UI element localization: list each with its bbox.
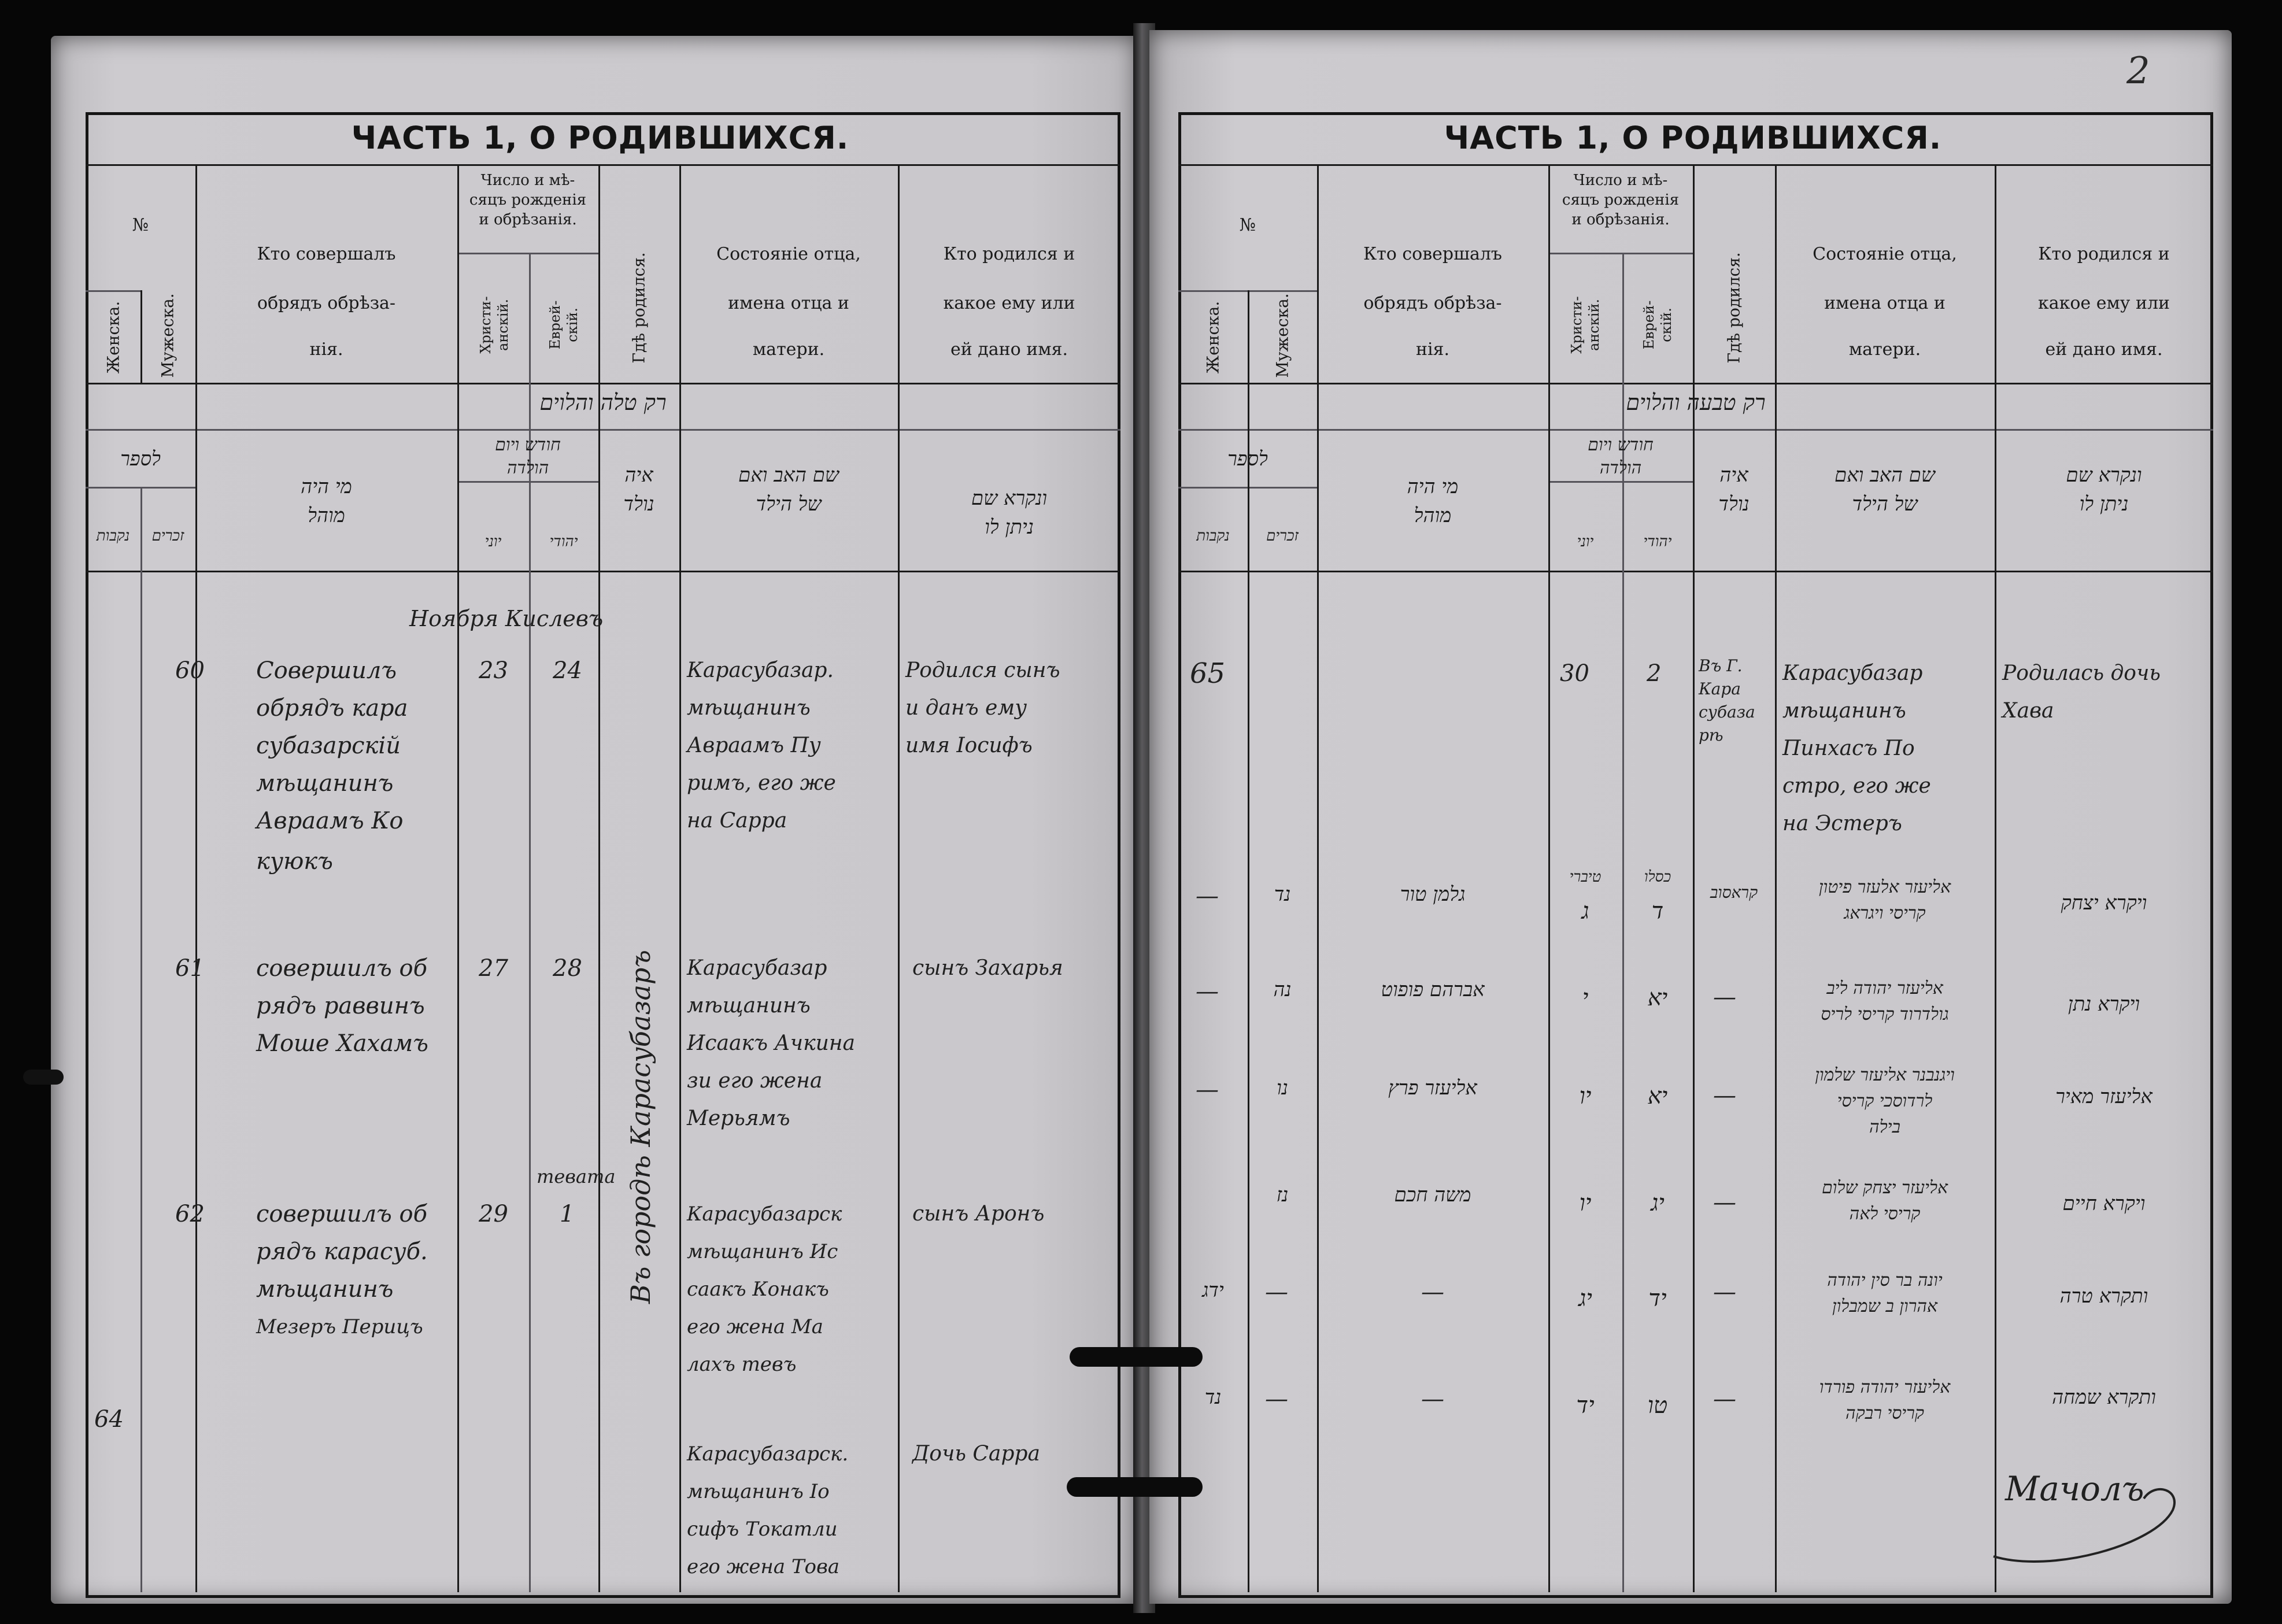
left-entry-60-performer-6: куюкъ: [256, 848, 333, 875]
right-entry-3-father-1: אליעזר יהודה ליב: [1826, 978, 1943, 998]
right-header-performer-1: Кто совершалъ: [1363, 244, 1503, 264]
left-heb-place-1: איה: [624, 464, 653, 487]
right-entry-65-child-2: Хава: [2002, 699, 2054, 723]
right-col-rule-5: [1693, 164, 1695, 1592]
left-entry-62-jewish-day: 1: [560, 1201, 575, 1227]
left-header-child-3: ей дано имя.: [950, 339, 1068, 360]
left-entry-64-father-2: мѣщанинъ Іо: [687, 1480, 830, 1503]
left-entry-61-father-3: Исаакъ Ачкина: [687, 1031, 855, 1055]
right-col-rule-7: [1995, 164, 1996, 1592]
left-header-father-3: матери.: [752, 339, 825, 360]
right-entry-3-child: ויקרא נתן: [2068, 993, 2140, 1016]
left-entry-60-child-3: имя Іосифъ: [905, 734, 1033, 757]
right-entry-5-place: —: [1713, 1189, 1736, 1216]
right-hebrew-banner-rule: [1178, 429, 2213, 431]
left-header-child-2: какое ему или: [943, 293, 1075, 313]
right-entry-5-father-1: אליעזר יצחק שלום: [1821, 1178, 1948, 1198]
left-header-child-1: Кто родился и: [943, 244, 1075, 264]
right-entry-4-father-1: ויגנבנר אליעזר שלמון: [1815, 1065, 1955, 1085]
right-entry-4-father-2: לרדוסכי קריסי: [1837, 1091, 1933, 1111]
right-entry-7-father-2: קריסי רבקה: [1845, 1403, 1924, 1423]
right-entry-2-performer: גלמן טור: [1400, 883, 1466, 906]
left-heb-date-2: הולדה: [506, 458, 549, 478]
left-title-rule: [86, 164, 1120, 166]
left-header-christian: Христи- анскій.: [478, 296, 511, 354]
left-entry-60-father-5: на Сарра: [687, 809, 787, 833]
left-heb-child-1: ונקרא שם: [971, 487, 1048, 510]
left-entry-60-performer-4: мѣщанинъ: [256, 770, 394, 797]
left-col-rule-1: [140, 290, 142, 383]
right-page: [1149, 30, 2232, 1604]
left-entry-60-child-1: Родился сынъ: [905, 659, 1060, 682]
right-header-bottom-rule: [1178, 383, 2213, 384]
left-hebrew-banner: רק טלה והלוים: [539, 390, 667, 415]
left-page-title: ЧАСТЬ 1, О РОДИВШИХСЯ.: [351, 120, 849, 156]
left-header-jewish: Еврей- скій.: [547, 300, 580, 350]
left-col-rule-6: [679, 164, 681, 1592]
left-header-male: Мужеска.: [158, 293, 177, 378]
right-entry-3-performer: אברהם פופוט: [1381, 978, 1485, 1001]
right-entry-65-father-4: стро, его же: [1782, 774, 1931, 798]
left-entry-62-performer-1: совершилъ об: [256, 1201, 428, 1227]
right-header-performer-3: нія.: [1415, 339, 1450, 360]
right-subheader-rule-2: [1548, 253, 1693, 254]
left-entry-61-father-2: мѣщанинъ: [687, 994, 811, 1018]
right-entry-7-place: —: [1713, 1386, 1736, 1412]
page-number: 2: [2126, 50, 2150, 93]
left-header-female: Женска.: [103, 301, 123, 374]
left-heb-jewish: יהודי: [549, 533, 578, 550]
right-heb-christian: יוני: [1577, 533, 1594, 550]
binding-clip-bottom: [1067, 1477, 1203, 1497]
left-entry-61-father-5: Мерьямъ: [687, 1107, 790, 1130]
right-entry-6-christian-day: יג: [1578, 1285, 1592, 1312]
right-heb-male: זכרים: [1266, 527, 1299, 545]
right-entry-7-performer: —: [1421, 1386, 1444, 1412]
right-entry-4-jewish-day: יא: [1647, 1083, 1668, 1109]
left-entry-61-jewish-day: 28: [553, 955, 582, 982]
right-entry-65-place-1: Въ Г.: [1699, 656, 1743, 675]
left-month-note: Ноября Кислевъ: [409, 606, 604, 631]
right-entry-65-place-4: рѣ: [1699, 726, 1723, 745]
left-entry-60-performer-1: Совершилъ: [256, 657, 397, 684]
left-entry-61-performer-1: совершилъ об: [256, 955, 428, 982]
right-entry-5-performer: משה חכם: [1394, 1183, 1471, 1207]
right-entry-65-place-2: Кара: [1699, 679, 1741, 698]
right-entry-2-jewish-day: ד: [1651, 898, 1664, 924]
right-entry-2-male: נד: [1274, 883, 1291, 906]
right-entry-2-child: ויקרא יצחק: [2061, 891, 2147, 915]
left-heb-performer-1: מי היה: [301, 475, 352, 498]
left-heb-male: זכרים: [151, 527, 184, 545]
right-entry-6-female: ידג: [1202, 1279, 1224, 1302]
left-entry-62-father-2: мѣщанинъ Ис: [687, 1240, 838, 1263]
right-heb-father-1: שם האב ואם: [1835, 464, 1935, 487]
left-entry-62-christian-day: 29: [479, 1201, 508, 1227]
left-header-father-2: имена отца и: [728, 293, 849, 313]
left-header-performer-1: Кто совершалъ: [257, 244, 396, 264]
left-entry-61-no: 61: [175, 955, 205, 982]
right-entry-7-father-1: אליעזר יהודה פורדו: [1819, 1377, 1951, 1397]
left-entry-62-father-1: Карасубазарск: [687, 1203, 842, 1226]
left-page: [51, 36, 1138, 1604]
left-entry-61-child-1: сынъ Захарья: [912, 956, 1063, 980]
left-entry-60-christian-day: 23: [479, 657, 508, 684]
right-entry-2-christian-month: טיברי: [1569, 868, 1602, 886]
left-entry-60-performer-2: обрядъ кара: [256, 695, 408, 722]
left-col-rule-1b: [140, 487, 142, 1592]
left-subheader-rule-1: [86, 290, 140, 292]
rabbi-signature: Мачолъ: [2005, 1469, 2144, 1508]
right-entry-2-christian-day: ג: [1581, 898, 1589, 924]
right-header-child-2: какое ему или: [2037, 293, 2170, 313]
left-entry-60-father-2: мѣщанинъ: [687, 696, 811, 720]
left-entry-60-performer-3: субазарскій: [256, 733, 401, 759]
right-entry-2-father-2: קריסי ויגראג: [1844, 903, 1926, 923]
right-entry-65-father-1: Карасубазар: [1782, 661, 1923, 685]
left-entry-60-child-2: и данъ ему: [905, 696, 1027, 720]
right-hebrew-header-bottom-rule: [1178, 571, 2213, 572]
right-entry-65-christian-day: 30: [1560, 660, 1589, 687]
right-header-performer-2: обрядъ обрѣза-: [1363, 293, 1502, 313]
left-heb-father-2: של הילד: [756, 493, 822, 516]
right-heb-place-1: איה: [1719, 464, 1748, 487]
right-entry-65-father-5: на Эстеръ: [1782, 812, 1902, 835]
left-entry-62-no: 62: [175, 1201, 205, 1227]
right-entry-5-father-2: קריסי לאה: [1849, 1204, 1921, 1224]
left-heb-female: נקבות: [96, 527, 130, 545]
right-heb-date-1: חודש ויום: [1588, 435, 1654, 455]
left-col-rule-2: [195, 164, 197, 1592]
right-header-female: Женска.: [1203, 301, 1223, 374]
right-entry-2-place: קראסוב: [1710, 883, 1758, 902]
right-entry-6-father-2: אהרון ב שמבלון: [1832, 1296, 1937, 1316]
right-header-father-2: имена отца и: [1824, 293, 1946, 313]
left-entry-61-performer-3: Моше Хахамъ: [256, 1030, 428, 1057]
right-header-father-3: матери.: [1848, 339, 1921, 360]
right-entry-3-christian-day: י: [1582, 985, 1589, 1011]
right-entry-4-female: —: [1196, 1076, 1219, 1103]
left-edge-tab: [23, 1070, 64, 1085]
right-header-christian: Христи- анскій.: [1569, 296, 1602, 354]
right-entry-2-jewish-month: כסלו: [1644, 868, 1671, 886]
right-entry-6-male: —: [1265, 1279, 1288, 1305]
left-header-date-2: сяцъ рожденія: [469, 191, 587, 209]
right-entry-6-performer: —: [1421, 1279, 1444, 1305]
right-entry-7-female: נד: [1204, 1386, 1222, 1409]
right-entry-7-child: ותקרא שמחה: [2052, 1386, 2156, 1409]
right-col-rule-2: [1317, 164, 1319, 1592]
left-entry-62-father-3: саакъ Конакъ: [687, 1278, 829, 1301]
left-heb-father-1: שם האב ואם: [738, 464, 839, 487]
right-entry-4-place: —: [1713, 1082, 1736, 1109]
right-entry-2-father-1: אליעזר אלעזר פיטון: [1818, 877, 1951, 897]
right-header-child-3: ей дано имя.: [2045, 339, 2163, 360]
right-entry-5-jewish-day: יג: [1651, 1190, 1665, 1216]
right-heb-child-2: ניתן לו: [2079, 493, 2129, 516]
left-subheader-rule-2: [457, 253, 598, 254]
left-tevet-note: тевата: [537, 1166, 616, 1188]
right-entry-7-christian-day: יד: [1576, 1392, 1595, 1419]
right-heb-number: לספר: [1227, 447, 1268, 471]
right-entry-3-jewish-day: יא: [1647, 985, 1668, 1011]
left-entry-61-father-1: Карасубазар: [687, 956, 827, 980]
right-entry-7-jewish-day: טו: [1647, 1392, 1668, 1419]
left-entry-60-father-1: Карасубазар.: [687, 659, 834, 682]
right-header-date-2: сяцъ рожденія: [1562, 191, 1680, 209]
left-header-father-1: Состояніе отца,: [716, 244, 861, 264]
left-heb-place-2: נולד: [623, 493, 654, 516]
left-entry-60-father-4: римъ, его же: [687, 771, 836, 795]
right-header-male: Мужеска.: [1273, 293, 1292, 378]
right-entry-65-child-1: Родилась дочь: [2002, 661, 2161, 685]
right-heb-performer-1: מי היה: [1407, 475, 1459, 498]
left-header-bottom-rule: [86, 383, 1120, 384]
left-entry-61-performer-2: рядъ раввинъ: [256, 993, 425, 1019]
left-header-number: №: [132, 215, 149, 235]
right-page-title: ЧАСТЬ 1, О РОДИВШИХСЯ.: [1444, 120, 1942, 156]
right-entry-4-christian-day: יו: [1579, 1083, 1592, 1109]
right-entry-3-place: —: [1713, 984, 1736, 1011]
right-entry-3-father-2: גולדרוד קריסי לריס: [1821, 1004, 1949, 1024]
right-hebrew-banner: רק טבעה והלוים: [1626, 390, 1766, 415]
right-heb-place-2: נולד: [1718, 493, 1750, 516]
left-col-rule-3: [457, 164, 459, 1592]
right-heb-father-2: של הילד: [1852, 493, 1918, 516]
left-entry-62-performer-4: Мезеръ Перицъ: [256, 1315, 423, 1338]
right-entry-65-jewish-day: 2: [1647, 660, 1662, 687]
right-entry-65-father-3: Пинхасъ По: [1782, 737, 1915, 760]
left-heb-child-2: ניתן לו: [985, 516, 1034, 539]
right-header-date-1: Число и мѣ-: [1573, 172, 1668, 189]
right-entry-2-female: —: [1196, 883, 1219, 909]
right-entry-5-male: נז: [1276, 1183, 1289, 1207]
right-title-rule: [1178, 164, 2213, 166]
right-entry-6-jewish-day: יד: [1648, 1285, 1667, 1312]
right-header-child-1: Кто родился и: [2038, 244, 2170, 264]
left-header-place: Гдѣ родился.: [629, 252, 649, 364]
left-entry-61-christian-day: 27: [479, 955, 508, 982]
left-entry-64-father-4: его жена Това: [687, 1555, 840, 1578]
right-entry-4-performer: אליעזר פרץ: [1388, 1076, 1477, 1100]
left-entry-62-father-5: лахъ тевъ: [687, 1353, 797, 1376]
left-entry-62-child-1: сынъ Аронъ: [912, 1202, 1045, 1226]
right-heb-female: נקבות: [1196, 527, 1230, 545]
right-entry-6-child: ותקרא טרה: [2059, 1285, 2148, 1308]
right-entry-3-female: —: [1196, 978, 1219, 1005]
left-hebrew-banner-rule: [86, 429, 1120, 431]
right-heb-date-2: הולדה: [1599, 458, 1642, 478]
left-heb-number: לספר: [120, 447, 161, 471]
right-heb-child-1: ונקרא שם: [2066, 464, 2142, 487]
right-header-jewish: Еврей- скій.: [1641, 300, 1674, 350]
right-entry-6-father-1: יונה בר סין יהודה: [1827, 1270, 1943, 1290]
left-entry-61-father-4: зи его жена: [687, 1069, 823, 1093]
right-entry-65-female: 65: [1190, 657, 1226, 690]
left-entry-62-father-4: его жена Ма: [687, 1315, 823, 1338]
right-header-place: Гдѣ родился.: [1724, 252, 1744, 364]
right-heb-jewish: יהודי: [1643, 533, 1672, 550]
left-entry-64-father-3: сифъ Токатли: [687, 1518, 838, 1541]
right-entry-65-place-3: субаза: [1699, 702, 1755, 722]
right-entry-6-place: —: [1713, 1279, 1736, 1305]
right-subheader-rule-4: [1548, 481, 1693, 483]
left-header-date-1: Число и мѣ-: [480, 172, 575, 189]
right-entry-5-christian-day: יו: [1579, 1190, 1592, 1216]
right-col-rule-1: [1248, 290, 1249, 1592]
right-entry-4-father-3: בילה: [1869, 1117, 1900, 1137]
left-entry-60-father-3: Авраамъ Пу: [687, 734, 821, 757]
left-entry-64-father-1: Карасубазарск.: [687, 1442, 849, 1466]
left-entry-64-no: 64: [94, 1406, 124, 1433]
right-entry-4-male: נו: [1277, 1076, 1288, 1100]
right-entry-65-father-2: мѣщанинъ: [1782, 699, 1906, 723]
right-header-number: №: [1239, 215, 1256, 235]
left-entry-62-performer-2: рядъ карасуб.: [256, 1238, 428, 1265]
left-entry-62-performer-3: мѣщанинъ: [256, 1276, 394, 1303]
left-header-performer-2: обрядъ обрѣза-: [257, 293, 396, 313]
left-entry-60-jewish-day: 24: [553, 657, 582, 684]
left-entry-60-performer-5: Авраамъ Ко: [256, 808, 404, 834]
right-entry-5-child: ויקרא חיים: [2062, 1192, 2146, 1215]
binding-clip-top: [1070, 1347, 1203, 1367]
right-entry-3-male: נה: [1273, 978, 1292, 1001]
left-header-date-3: и обрѣзанія.: [479, 211, 577, 228]
left-heb-performer-2: מוהל: [308, 504, 345, 527]
left-heb-christian: יוני: [484, 533, 502, 550]
right-header-date-3: и обрѣзанія.: [1571, 211, 1670, 228]
left-header-performer-3: нія.: [309, 339, 343, 360]
left-place-vertical: Въ городѣ Карасубазаръ: [625, 950, 656, 1304]
left-entry-60-no: 60: [175, 657, 205, 684]
right-heb-performer-2: מוהל: [1414, 504, 1452, 527]
right-header-father-1: Состояніе отца,: [1813, 244, 1957, 264]
left-entry-64-child-1: Дочь Сарра: [912, 1442, 1040, 1466]
left-col-rule-5: [598, 164, 600, 1592]
left-hebrew-header-bottom-rule: [86, 571, 1120, 572]
left-subheader-rule-4: [457, 481, 598, 483]
signature-flourish: [1982, 1458, 2190, 1574]
right-entry-4-child: אליעזר מאיר: [2055, 1085, 2152, 1108]
left-heb-date-1: חודש ויום: [495, 435, 561, 455]
right-entry-7-male: —: [1265, 1386, 1288, 1412]
left-col-rule-7: [898, 164, 900, 1592]
